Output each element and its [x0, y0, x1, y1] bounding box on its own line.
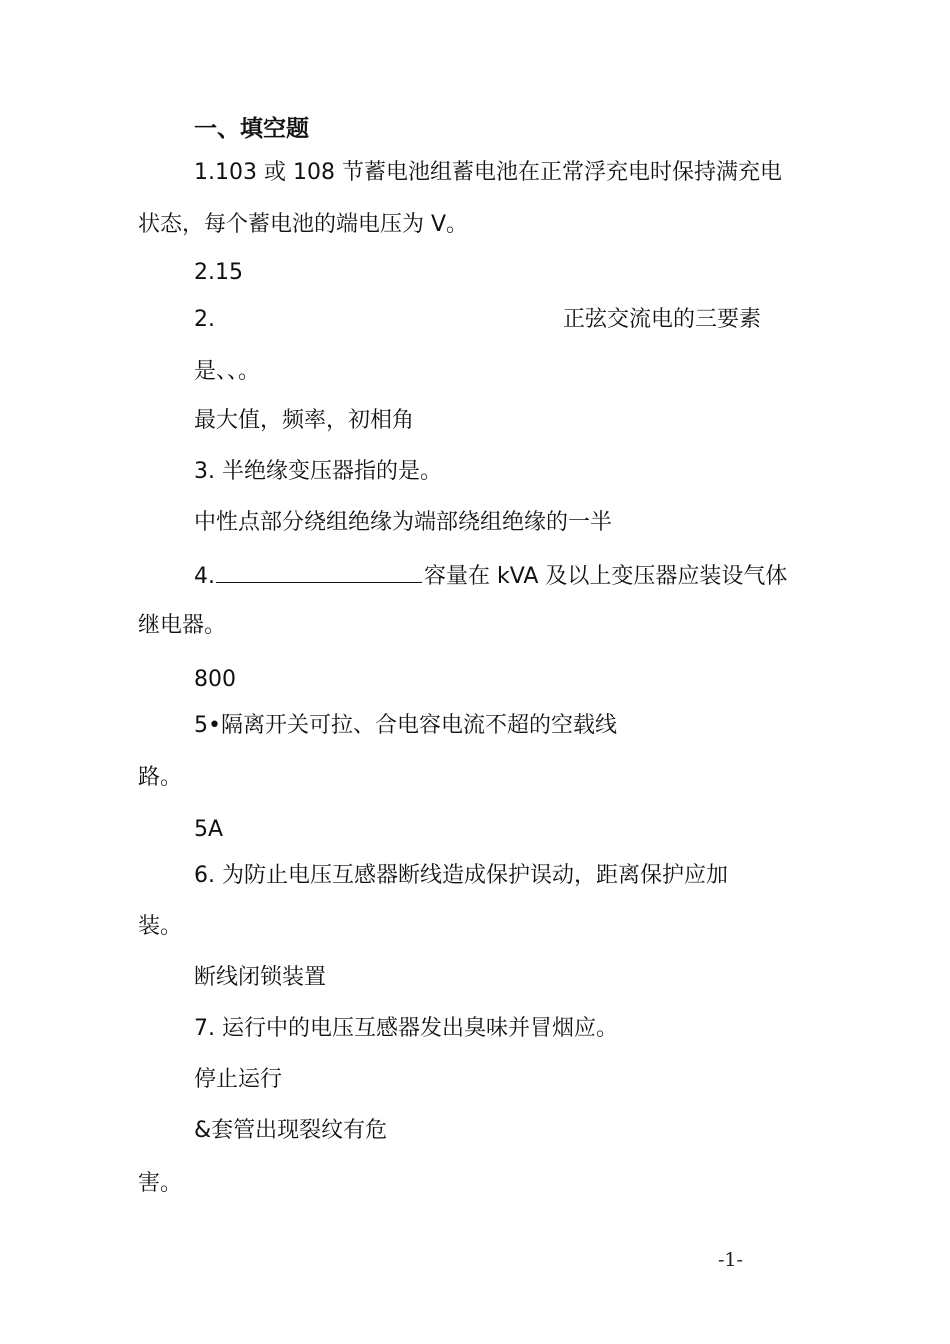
- answer-5: 5A: [194, 817, 224, 842]
- answer-4: 800: [194, 667, 236, 692]
- answer-7: 停止运行: [194, 1067, 283, 1092]
- section-title: 一、填空题: [194, 116, 309, 142]
- question-8-line-1: &套管出现裂纹有危: [194, 1118, 388, 1143]
- question-5-line-1: 5•隔离开关可拉、合电容电流不超的空载线: [194, 713, 617, 738]
- question-3: 3. 半绝缘变压器指的是。: [194, 459, 442, 484]
- question-4-line-2: 继电器。: [138, 613, 227, 638]
- question-8-line-2: 害。: [138, 1171, 183, 1196]
- question-5-line-2: 路。: [138, 765, 183, 790]
- question-4-line-1: [194, 560, 787, 592]
- question-7: 7. 运行中的电压互感器发出臭味并冒烟应。: [194, 1016, 618, 1041]
- question-1-line-2: 状态，每个蓄电池的端电压为 V。: [138, 212, 469, 237]
- question-4-number: 4.: [194, 564, 215, 589]
- question-2-line-1: 正弦交流电的三要素: [563, 307, 762, 332]
- answer-6: 断线闭锁装置: [194, 965, 327, 990]
- answer-2: 最大值，频率，初相角: [194, 408, 415, 433]
- answer-1: 2.15: [194, 260, 243, 285]
- question-2-line-2: 是、、。: [194, 359, 261, 384]
- question-6-line-2: 装。: [138, 914, 183, 939]
- fill-in-blank: [216, 560, 422, 583]
- answer-3: 中性点部分绕组绝缘为端部绕组绝缘的一半: [194, 510, 613, 535]
- question-4-text: 容量在 kVA 及以上变压器应装设气体: [424, 564, 788, 589]
- question-2-number: 2.: [194, 307, 215, 332]
- page-number: -1-: [718, 1249, 743, 1271]
- question-6-line-1: 6. 为防止电压互感器断线造成保护误动，距离保护应加: [194, 863, 728, 888]
- question-1-line-1: 1.103 或 108 节蓄电池组蓄电池在正常浮充电时保持满充电: [194, 160, 782, 185]
